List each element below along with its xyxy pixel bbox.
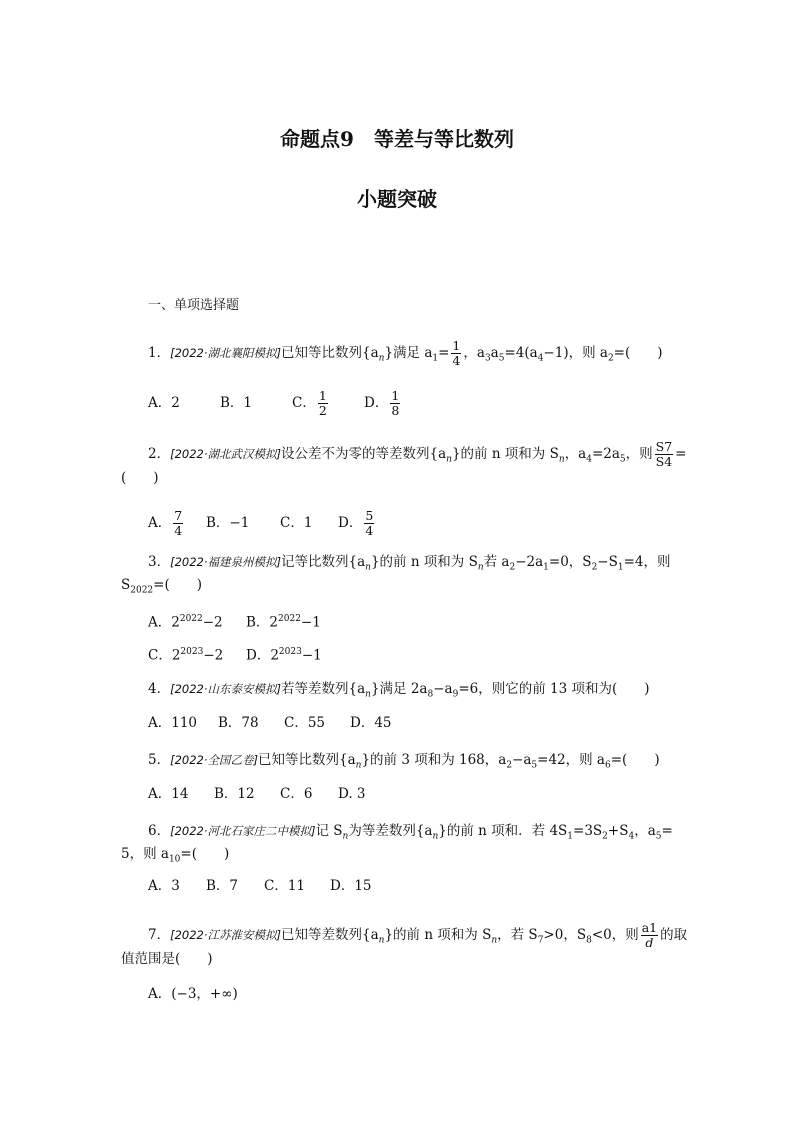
option-a[interactable]: A．3 [148, 878, 180, 894]
q-text: =3S [573, 823, 603, 839]
option-label: D． [364, 395, 389, 411]
option-tail: −1 [300, 614, 321, 631]
fraction-denominator: 4 [452, 353, 461, 368]
section-heading: 一、单项选择题 [148, 298, 240, 313]
option-label: A． [148, 515, 172, 531]
q-text: =4，则 [623, 554, 671, 570]
option-label: C．2 [148, 647, 181, 664]
question-number: 2． [148, 446, 171, 462]
option-a[interactable] [148, 610, 246, 632]
option-d[interactable] [338, 509, 376, 538]
question-source: [2022·湖北襄阳模拟] [170, 346, 281, 360]
question-1: 1．[2022·湖北襄阳模拟]已知等比数列$\{a_n\}$满足 $a_1=$ $\frac{1}{4}$ ，$a_3a_5=4(a_4-1)$，则 $a_2=$( ) [148, 338, 663, 368]
q-text: =( ) [610, 752, 660, 768]
q-text: =( ) [613, 345, 663, 361]
q-text: = [661, 823, 673, 839]
q-text: −1)，则 a [543, 345, 608, 361]
option-b[interactable]: B．78 [218, 715, 259, 731]
fraction [173, 509, 183, 538]
q-text: 已知等比数列{a [281, 345, 379, 361]
fraction [364, 509, 374, 538]
option-tail: −1 [301, 647, 322, 664]
q-text: +S [607, 823, 629, 839]
q-text: <0，则 [591, 927, 639, 943]
option-a[interactable] [148, 509, 206, 538]
option-label: D．2 [246, 647, 279, 664]
option-a[interactable]: A．2 [148, 395, 180, 411]
q-text: ，a [564, 446, 587, 462]
q-text: ，a [463, 345, 485, 361]
option-a[interactable]: A．(−3，+∞) [148, 986, 238, 1002]
q-text: 已知等比数列{a [258, 752, 356, 768]
question-number: 5． [148, 752, 171, 768]
page-subtitle: 小题突破 [357, 187, 437, 211]
option-b[interactable] [246, 610, 321, 632]
q-text: 为等差数列{a [348, 823, 433, 839]
option-exponent: 2022 [179, 614, 203, 624]
question-source: [2022·福建泉州模拟] [170, 555, 281, 569]
option-d[interactable] [364, 389, 402, 418]
option-label: B．2 [246, 614, 279, 631]
q-text: −S [597, 554, 618, 570]
question-5: 5．[2022·全国乙卷]已知等比数列$\{a_n\}$的前 3 项和为 168，$a_2-a_5=42$，则 $a_6=$( ) [148, 752, 660, 771]
q-subscript: 2022 [130, 585, 154, 596]
q-text: >0，S [543, 927, 587, 943]
option-c[interactable]: C．11 [264, 878, 306, 894]
question-7: 7．[2022·江苏淮安模拟]已知等差数列$\{a_n\}$的前 n 项和为 $S_n$，若 $S_7>0$，$S_8<0$，则 $\frac{a1}{d}$ 的取 [148, 920, 688, 950]
fraction-denominator: d [645, 935, 654, 950]
q-text: −a [512, 752, 532, 768]
fraction-denominator: 2 [318, 403, 327, 418]
q-text: }的前 n 项和为 S [384, 927, 492, 943]
question-3: 3．[2022·福建泉州模拟]记等比数列$\{a_n\}$的前 n 项和为 $S_n$若 $a_2-2a_1=0$，$S_2-S_1=4$，则 [148, 554, 671, 573]
fraction-numerator: 5 [365, 508, 374, 523]
q-text: a [490, 345, 499, 361]
q-text: 的取 [660, 927, 688, 943]
q-text: 若等差数列{a [281, 681, 366, 697]
option-b[interactable]: B．12 [214, 786, 255, 802]
question-4-options [148, 714, 392, 732]
question-2: 2．[2022·湖北武汉模拟]设公差不为零的等差数列$\{a_n\}$的前 n 项和为 $S_n$，$a_4=2a_5$，则 $\frac{S7}{S4}$ = [148, 439, 687, 469]
question-1-options [148, 389, 402, 418]
fraction-denominator: S4 [655, 454, 673, 469]
fraction [318, 389, 328, 418]
fraction-numerator: 7 [174, 508, 183, 523]
q-text: =( ) [153, 577, 203, 593]
question-source: [2022·河北石家庄二中模拟] [170, 824, 316, 838]
question-number: 1． [148, 345, 171, 361]
q-text: −2a [515, 554, 544, 570]
option-exponent: 2023 [278, 647, 302, 657]
q-text: 记等比数列{a [281, 554, 366, 570]
q-text: }的前 n 项和为 S [451, 446, 559, 462]
q-text: −a [433, 681, 453, 697]
question-5-options [148, 785, 366, 803]
question-3-options-row1 [148, 610, 321, 632]
question-7-cont: 值范围是( ) [121, 951, 213, 967]
option-label: A．2 [148, 614, 180, 631]
option-exponent: 2023 [180, 647, 204, 657]
q-text: 5，则 a [121, 846, 169, 862]
question-number: 4． [148, 681, 171, 697]
question-number: 7． [148, 927, 171, 943]
q-text: =6，则它的前 13 项和为( ) [458, 681, 650, 697]
fraction-numerator: S7 [655, 439, 673, 454]
option-b[interactable]: B．1 [220, 395, 253, 411]
question-number: 3． [148, 554, 171, 570]
fraction [655, 440, 674, 469]
question-source: [2022·江苏淮安模拟] [170, 928, 281, 942]
question-2-cont: ( ) [121, 470, 159, 486]
q-text: 记 S [315, 823, 343, 839]
option-c[interactable]: C．1 [280, 515, 313, 531]
fraction-denominator: 4 [365, 523, 374, 538]
q-text: }的前 n 项和．若 4S [438, 823, 568, 839]
question-4: 4．[2022·山东泰安模拟]若等差数列$\{a_n\}$满足 $2a_8-a_9=6$，则它的前 13 项和为( ) [148, 681, 650, 700]
fraction-denominator: 4 [174, 523, 183, 538]
option-b[interactable]: B．−1 [206, 515, 250, 531]
fraction-numerator: 1 [391, 388, 400, 403]
question-6-cont: 5，则 $a_{10}=$( ) [121, 846, 230, 865]
option-c[interactable]: C．55 [284, 715, 326, 731]
page-title: 命题点9 等差与等比数列 [280, 127, 514, 151]
q-text: }的前 n 项和为 S [370, 554, 478, 570]
q-text: }满足 a [384, 345, 433, 361]
option-c[interactable] [292, 389, 364, 418]
option-label: C． [292, 395, 316, 411]
q-text: 若 a [483, 554, 510, 570]
option-exponent: 2022 [278, 614, 301, 624]
option-tail: −2 [202, 614, 223, 631]
question-6: 6．[2022·河北石家庄二中模拟]记 $S_n$为等差数列$\{a_n\}$的前 n 项和．若 $4S_1=3S_2+S_4$，$a_5=$ [148, 823, 673, 842]
q-text: }满足 2a [370, 681, 428, 697]
q-text: ，a [634, 823, 656, 839]
q-text: ，若 S [497, 927, 538, 943]
q-text: }的前 3 项和为 168，a [361, 752, 507, 768]
question-7-options [148, 985, 238, 1003]
fraction-numerator: a1 [641, 920, 658, 935]
fraction-numerator: 1 [318, 388, 327, 403]
option-d[interactable] [246, 643, 322, 665]
question-2-options [148, 509, 376, 538]
q-text: =0，S [548, 554, 592, 570]
q-text: =2a [591, 446, 620, 462]
option-d[interactable]: D．15 [330, 878, 372, 894]
fraction-numerator: 1 [452, 338, 461, 353]
question-source: [2022·山东泰安模拟] [170, 682, 281, 696]
option-c[interactable]: C．6 [280, 786, 313, 802]
q-text: ，则 [625, 446, 653, 462]
fraction-denominator: 8 [391, 403, 400, 418]
fraction [451, 339, 461, 368]
option-d[interactable]: D. 3 [338, 786, 366, 802]
fraction [390, 389, 400, 418]
q-text: 设公差不为零的等差数列{a [281, 446, 447, 462]
q-text: S [121, 577, 131, 593]
question-number: 6． [148, 823, 171, 839]
question-6-options [148, 877, 372, 895]
q-text: = [675, 446, 687, 462]
q-text: =( ) [180, 846, 230, 862]
option-d[interactable]: D．45 [350, 715, 392, 731]
question-3-options-row2 [148, 643, 322, 665]
option-a[interactable]: A．14 [148, 786, 189, 802]
q-text: =4(a [504, 345, 538, 361]
option-b[interactable]: B．7 [206, 878, 239, 894]
question-3-cont [121, 576, 202, 600]
question-source: [2022·全国乙卷] [170, 753, 258, 767]
option-label: D． [338, 515, 363, 531]
option-c[interactable] [148, 643, 246, 665]
question-source: [2022·湖北武汉模拟] [170, 447, 281, 461]
q-text: 已知等差数列{a [281, 927, 379, 943]
option-tail: −2 [203, 647, 224, 664]
q-text: =42，则 a [537, 752, 605, 768]
fraction [641, 921, 658, 950]
option-a[interactable]: A．110 [148, 715, 198, 731]
